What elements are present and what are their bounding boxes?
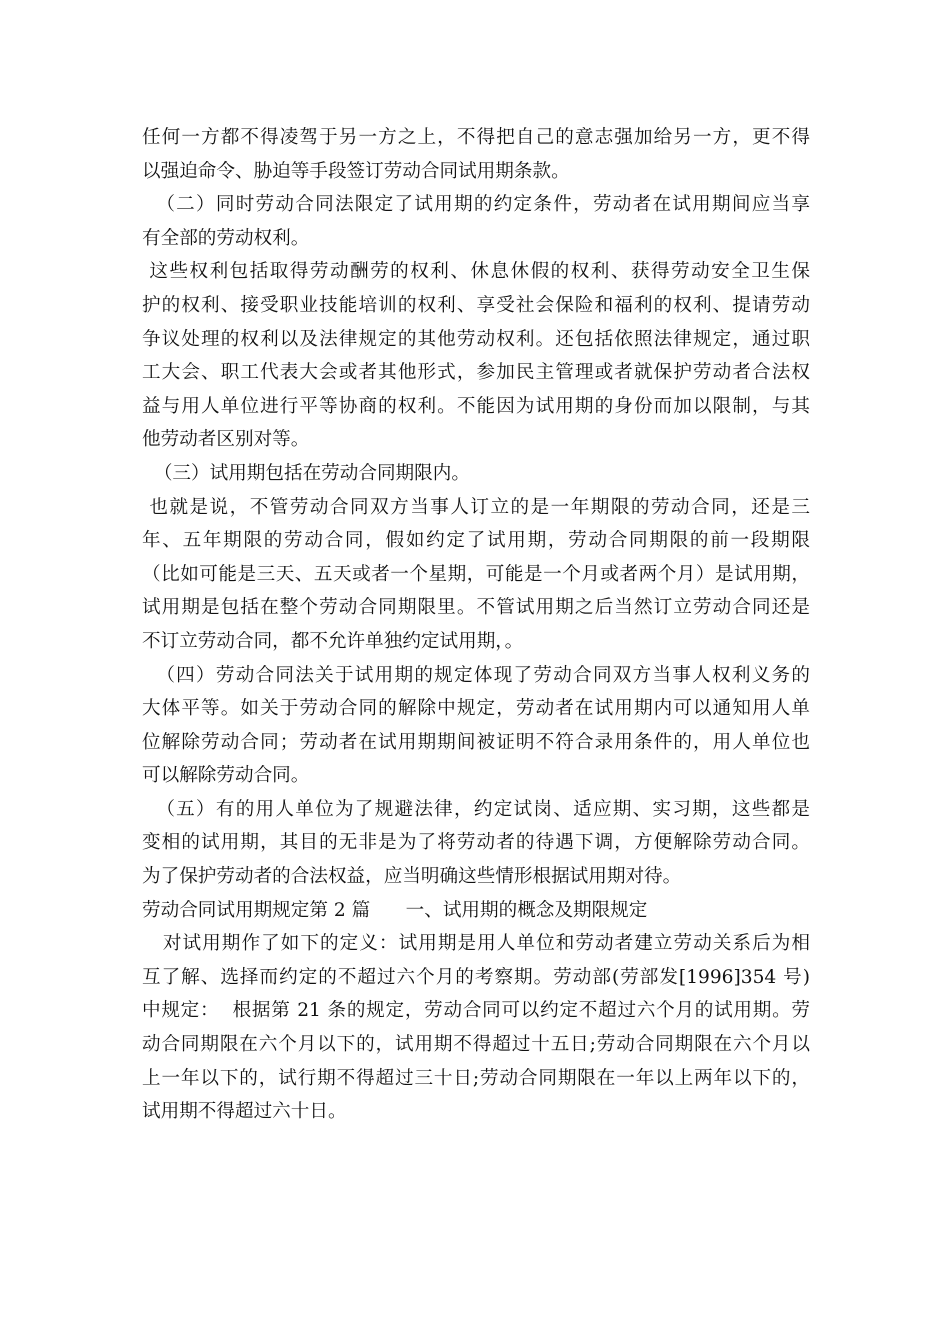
paragraph-rights-equality (142, 121, 810, 188)
text-line: 为了保护劳动者的合法权益，应当明确这些情形根据试用期对待。 (142, 866, 682, 888)
paragraph-definition (142, 927, 810, 1129)
text-line: （二）同时劳动合同法限定了试用期的约定条件，劳动者在试用期间应当享 (142, 194, 810, 216)
paragraph-section-3 (142, 457, 810, 491)
paragraph-section-5 (142, 793, 810, 894)
text-line: 试用期是包括在整个劳动合同期限里。不管试用期之后当然订立劳动合同还是 (142, 597, 810, 619)
text-line: 这些权利包括取得劳动酬劳的权利、休息休假的权利、获得劳动安全卫生保 (142, 261, 810, 283)
text-line: 可以解除劳动合同。 (142, 765, 310, 787)
text-line: 变相的试用期，其目的无非是为了将劳动者的待遇下调，方便解除劳动合同。 (142, 832, 810, 854)
text-line: 上一年以下的，试行期不得超过三十日;劳动合同期限在一年以上两年以下的， (142, 1067, 810, 1089)
paragraph-rights-list (142, 255, 810, 457)
text-line: 以强迫命令、胁迫等手段签订劳动合同试用期条款。 (142, 160, 570, 182)
section-heading (142, 894, 810, 928)
text-line: 益与用人单位进行平等协商的权利。不能因为试用期的身份而加以限制，与其 (142, 395, 810, 417)
paragraph-contract-term (142, 491, 810, 659)
text-line: 大体平等。如关于劳动合同的解除中规定，劳动者在试用期内可以通知用人单 (142, 698, 810, 720)
document-body (142, 121, 810, 1129)
text-line: 任何一方都不得凌驾于另一方之上，不得把自己的意志强加给另一方，更不得 (142, 127, 810, 148)
text-line: 工大会、职工代表大会或者其他形式，参加民主管理或者就保护劳动者合法权 (142, 362, 810, 384)
text-line: 争议处理的权利以及法律规定的其他劳动权利。还包括依照法律规定，通过职 (142, 328, 810, 350)
text-line: 护的权利、接受职业技能培训的权利、享受社会保险和福利的权利、提请劳动 (142, 294, 810, 316)
text-line: 位解除劳动合同；劳动者在试用期期间被证明不符合录用条件的，用人单位也 (142, 731, 810, 753)
text-line: （比如可能是三天、五天或者一个星期，可能是一个月或者两个月）是试用期， (142, 563, 810, 585)
paragraph-section-2 (142, 188, 810, 255)
text-line: 试用期不得超过六十日。 (142, 1101, 347, 1123)
text-line: （五）有的用人单位为了规避法律，约定试岗、适应期、实习期，这些都是 (142, 798, 810, 820)
text-line: 他劳动者区别对等。 (142, 429, 310, 451)
text-line: 互了解、选择而约定的不超过六个月的考察期。劳动部(劳部发[1996]354 号) (142, 966, 810, 988)
text-line: 有全部的劳动权利。 (142, 227, 310, 249)
text-line: 不订立劳动合同，都不允许单独约定试用期，。 (142, 630, 524, 652)
text-line: （四）劳动合同法关于试用期的规定体现了劳动合同双方当事人权利义务的 (142, 664, 810, 686)
text-line: 中规定： 根据第 21 条的规定，劳动合同可以约定不超过六个月的试用期。劳 (142, 1000, 810, 1022)
paragraph-section-4 (142, 659, 810, 793)
text-line: 对试用期作了如下的定义：试用期是用人单位和劳动者建立劳动关系后为相 (142, 933, 810, 955)
text-line: 年、五年期限的劳动合同，假如约定了试用期，劳动合同期限的前一段期限 (142, 530, 810, 552)
text-line: 动合同期限在六个月以下的，试用期不得超过十五日;劳动合同期限在六个月以 (142, 1034, 810, 1056)
text-line: （三）试用期包括在劳动合同期限内。 (142, 462, 470, 484)
text-line: 也就是说，不管劳动合同双方当事人订立的是一年期限的劳动合同，还是三 (142, 496, 810, 518)
heading-line: 劳动合同试用期规定第 2 篇 一、试用期的概念及期限规定 (142, 899, 648, 921)
